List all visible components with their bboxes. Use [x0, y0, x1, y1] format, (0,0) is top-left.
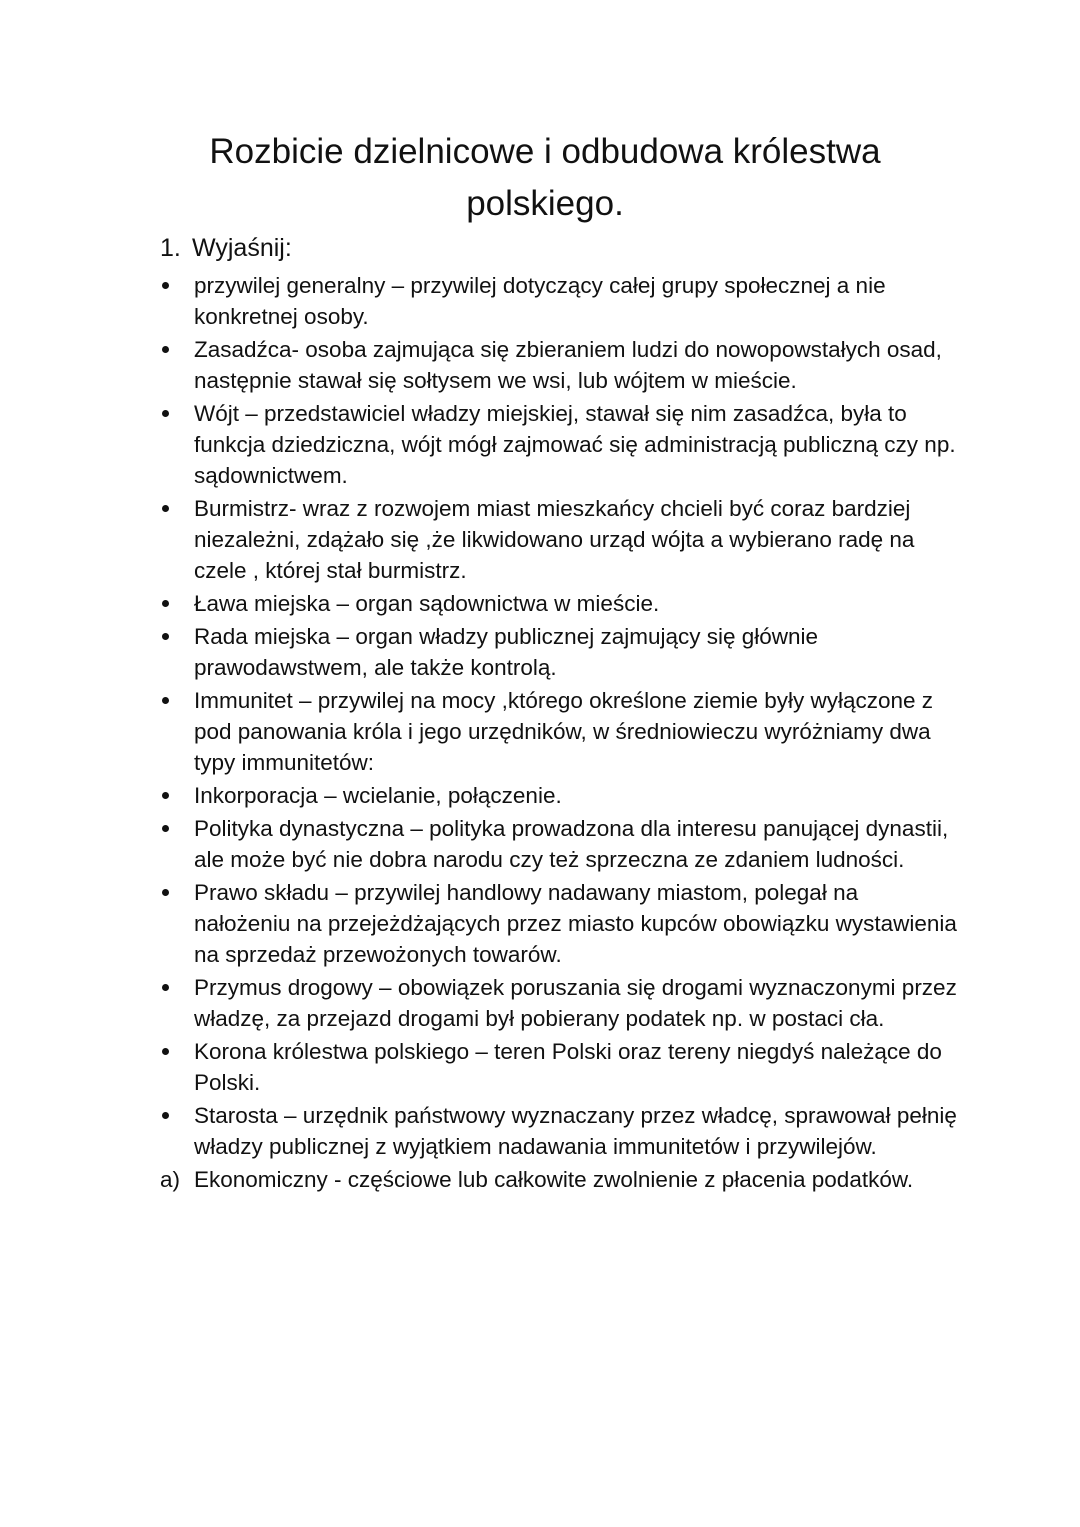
list-item-text: przywilej generalny – przywilej dotyczący całej grupy społecznej a nie konkretnej osoby. — [194, 273, 886, 329]
bullet-icon — [162, 633, 169, 640]
list-item-text: Polityka dynastyczna – polityka prowadzona dla interesu panującej dynastii, ale może być nie dobra narodu czy też sprzeczna ze zdaniem ludności. — [194, 816, 949, 872]
document-title: Rozbicie dzielnicowe i odbudowa królestwa polskiego. — [209, 132, 881, 223]
list-item-text: Wójt – przedstawiciel władzy miejskiej, stawał się nim zasadźca, była to funkcja dziedziczna, wójt mógł zajmować się administracją publiczną czy np. sądownictwem. — [194, 401, 956, 488]
section-label: Wyjaśnij: — [192, 234, 292, 262]
list-item — [160, 621, 960, 683]
bullet-icon — [162, 1048, 169, 1055]
bullet-icon — [162, 1112, 169, 1119]
sub-item-marker: a) — [160, 1167, 181, 1192]
list-item-text: Przymus drogowy – obowiązek poruszania się drogami wyznaczonymi przez władzę, za przejazd drogami był pobierany podatek np. w postaci cła. — [194, 975, 957, 1031]
bullet-icon — [162, 600, 169, 607]
bullet-icon — [162, 346, 169, 353]
list-item — [160, 493, 960, 586]
sub-item-text: Ekonomiczny - częściowe lub całkowite zwolnienie z płacenia podatków. — [194, 1167, 914, 1192]
bullet-icon — [162, 984, 169, 991]
bullet-icon — [162, 825, 169, 832]
bullet-icon — [162, 697, 169, 704]
list-item-text: Immunitet – przywilej na mocy ,którego określone ziemie były wyłączone z pod panowania króla i jego urzędników, w średniowieczu wyróżniamy dwa typy immunitetów: — [194, 688, 934, 775]
definitions-list — [160, 270, 960, 1197]
list-item — [160, 685, 960, 778]
list-item — [160, 1100, 960, 1162]
list-item — [160, 270, 960, 332]
list-item — [160, 588, 960, 619]
list-item — [160, 780, 960, 811]
list-item-text: Ława miejska – organ sądownictwa w mieście. — [194, 591, 660, 616]
list-item-text: Rada miejska – organ władzy publicznej zajmujący się głównie prawodawstwem, ale także kontrolą. — [194, 624, 819, 680]
list-item-text: Zasadźca- osoba zajmująca się zbieraniem ludzi do nowopowstałych osad, następnie stawał się sołtysem we wsi, lub wójtem w mieście. — [194, 337, 942, 393]
section-number: 1. — [160, 234, 181, 262]
list-item — [160, 813, 960, 875]
bullet-icon — [162, 282, 169, 289]
list-item — [160, 334, 960, 396]
bullet-icon — [162, 410, 169, 417]
list-item-text: Prawo składu – przywilej handlowy nadawany miastom, polegał na nałożeniu na przejeżdżających przez miasto kupców obowiązku wystawienia na sprzedaż przewożonych towarów. — [194, 880, 957, 967]
list-item — [160, 398, 960, 491]
list-item — [160, 877, 960, 970]
list-item — [160, 972, 960, 1034]
list-item — [160, 1036, 960, 1098]
list-item-text: Inkorporacja – wcielanie, połączenie. — [194, 783, 562, 808]
list-item-text: Burmistrz- wraz z rozwojem miast mieszkańcy chcieli być coraz bardziej niezależni, zdążało się ,że likwidowano urząd wójta a wybierano radę na czele , której stał burmistrz. — [194, 496, 915, 583]
list-item-text: Starosta – urzędnik państwowy wyznaczany przez władcę, sprawował pełnię władzy publicznej z wyjątkiem nadawania immunitetów i przywilejów. — [194, 1103, 957, 1159]
list-item-text: Korona królestwa polskiego – teren Polski oraz tereny niegdyś należące do Polski. — [194, 1039, 942, 1095]
section-heading — [160, 231, 292, 265]
sub-list-item — [160, 1164, 960, 1195]
bullet-icon — [162, 889, 169, 896]
bullet-icon — [162, 505, 169, 512]
bullet-icon — [162, 792, 169, 799]
